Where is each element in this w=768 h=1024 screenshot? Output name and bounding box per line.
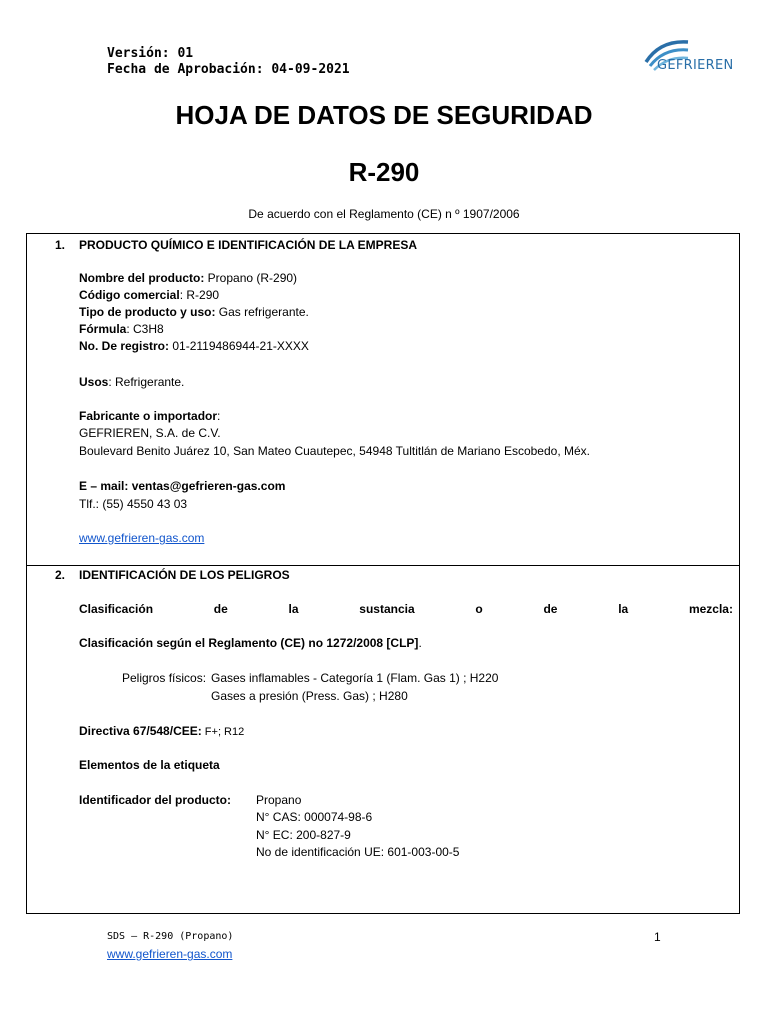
company-phone: Tlf.: (55) 4550 43 03 xyxy=(79,497,188,511)
classification-word: sustancia xyxy=(359,602,415,616)
directive-value: F+; R12 xyxy=(201,726,245,738)
uses-row xyxy=(79,374,184,391)
commercial-code-row xyxy=(79,287,219,304)
footer-website-link[interactable]: www.gefrieren-gas.com xyxy=(107,947,233,961)
hazard-2: Gases a presión (Press. Gas) ; H280 xyxy=(211,689,408,703)
identifier-line: N° CAS: 000074-98-6 xyxy=(256,810,373,824)
directive-row xyxy=(79,723,244,741)
identifier-line: Propano xyxy=(256,793,302,807)
classification-word: de xyxy=(213,602,228,616)
hazard-1: Gases inflamables - Categoría 1 (Flam. Gas 1) ; H220 xyxy=(211,671,499,685)
classification-word: la xyxy=(288,602,299,616)
product-name-row xyxy=(79,270,297,287)
product-type-label: Tipo de producto y uso: xyxy=(79,305,216,319)
product-type-row xyxy=(79,304,309,321)
classification-word: la xyxy=(618,602,629,616)
formula-value: : C3H8 xyxy=(126,322,164,336)
company-logo xyxy=(640,26,752,86)
identifier-line: N° EC: 200-827-9 xyxy=(256,828,351,842)
manufacturer-row xyxy=(79,408,220,425)
document-subtitle: R-290 xyxy=(348,157,420,187)
uses-label: Usos xyxy=(79,375,109,389)
manufacturer-label: Fabricante o importador xyxy=(79,409,218,423)
physical-hazards-label: Peligros físicos: xyxy=(122,671,207,685)
label-elements-heading: Elementos de la etiqueta xyxy=(79,758,220,772)
directive-label: Directiva 67/548/CEE: xyxy=(79,724,202,738)
document-title: HOJA DE DATOS DE SEGURIDAD xyxy=(175,100,593,130)
section-1-heading: PRODUCTO QUÍMICO E IDENTIFICACIÓN DE LA EMPRESA xyxy=(79,238,418,252)
clp-period: . xyxy=(418,636,422,650)
classification-line xyxy=(79,601,733,618)
identifier-line: No de identificación UE: 601-003-00-5 xyxy=(256,845,460,859)
classification-word: mezcla: xyxy=(688,602,733,616)
section-2-heading: IDENTIFICACIÓN DE LOS PELIGROS xyxy=(79,568,290,582)
product-name-value: Propano (R-290) xyxy=(204,271,298,285)
formula-label: Fórmula xyxy=(79,322,127,336)
company-address: Boulevard Benito Juárez 10, San Mateo Cuautepec, 54948 Tultitlán de Mariano Escobedo, Méx. xyxy=(79,444,590,458)
classification-word: Clasificación xyxy=(79,602,154,616)
registry-value: 01-2119486944-21-XXXX xyxy=(169,339,309,353)
company-email: E – mail: ventas@gefrieren-gas.com xyxy=(79,479,286,493)
clp-label: Clasificación según el Reglamento (CE) no 1272/2008 [CLP] xyxy=(79,636,419,650)
section-2-number: 2. xyxy=(55,568,66,582)
registry-label: No. De registro: xyxy=(79,339,170,353)
formula-row xyxy=(79,321,164,338)
product-type-value: Gas refrigerante. xyxy=(215,305,309,319)
section-1-website-link[interactable]: www.gefrieren-gas.com xyxy=(79,531,205,545)
regulation-note: De acuerdo con el Reglamento (CE) n º 1907/2006 xyxy=(248,207,520,221)
classification-word: de xyxy=(543,602,558,616)
footer-sds-label: SDS – R-290 (Propano) xyxy=(107,931,234,942)
logo-text: GEFRIEREN xyxy=(657,58,734,73)
product-name-label: Nombre del producto: xyxy=(79,271,205,285)
commercial-code-label: Código comercial xyxy=(79,288,180,302)
approval-date: Fecha de Aprobación: 04-09-2021 xyxy=(107,62,350,77)
clp-classification xyxy=(79,635,422,652)
product-identifier-label: Identificador del producto: xyxy=(79,793,231,807)
commercial-code-value: : R-290 xyxy=(179,288,220,302)
section-1-number: 1. xyxy=(55,238,66,252)
manufacturer-colon: : xyxy=(217,409,221,423)
company-name: GEFRIEREN, S.A. de C.V. xyxy=(79,426,221,440)
classification-word: o xyxy=(475,602,483,616)
version-label: Versión: 01 xyxy=(107,46,194,61)
registry-row xyxy=(79,338,309,355)
uses-value: : Refrigerante. xyxy=(108,375,185,389)
page-number: 1 xyxy=(654,930,661,944)
